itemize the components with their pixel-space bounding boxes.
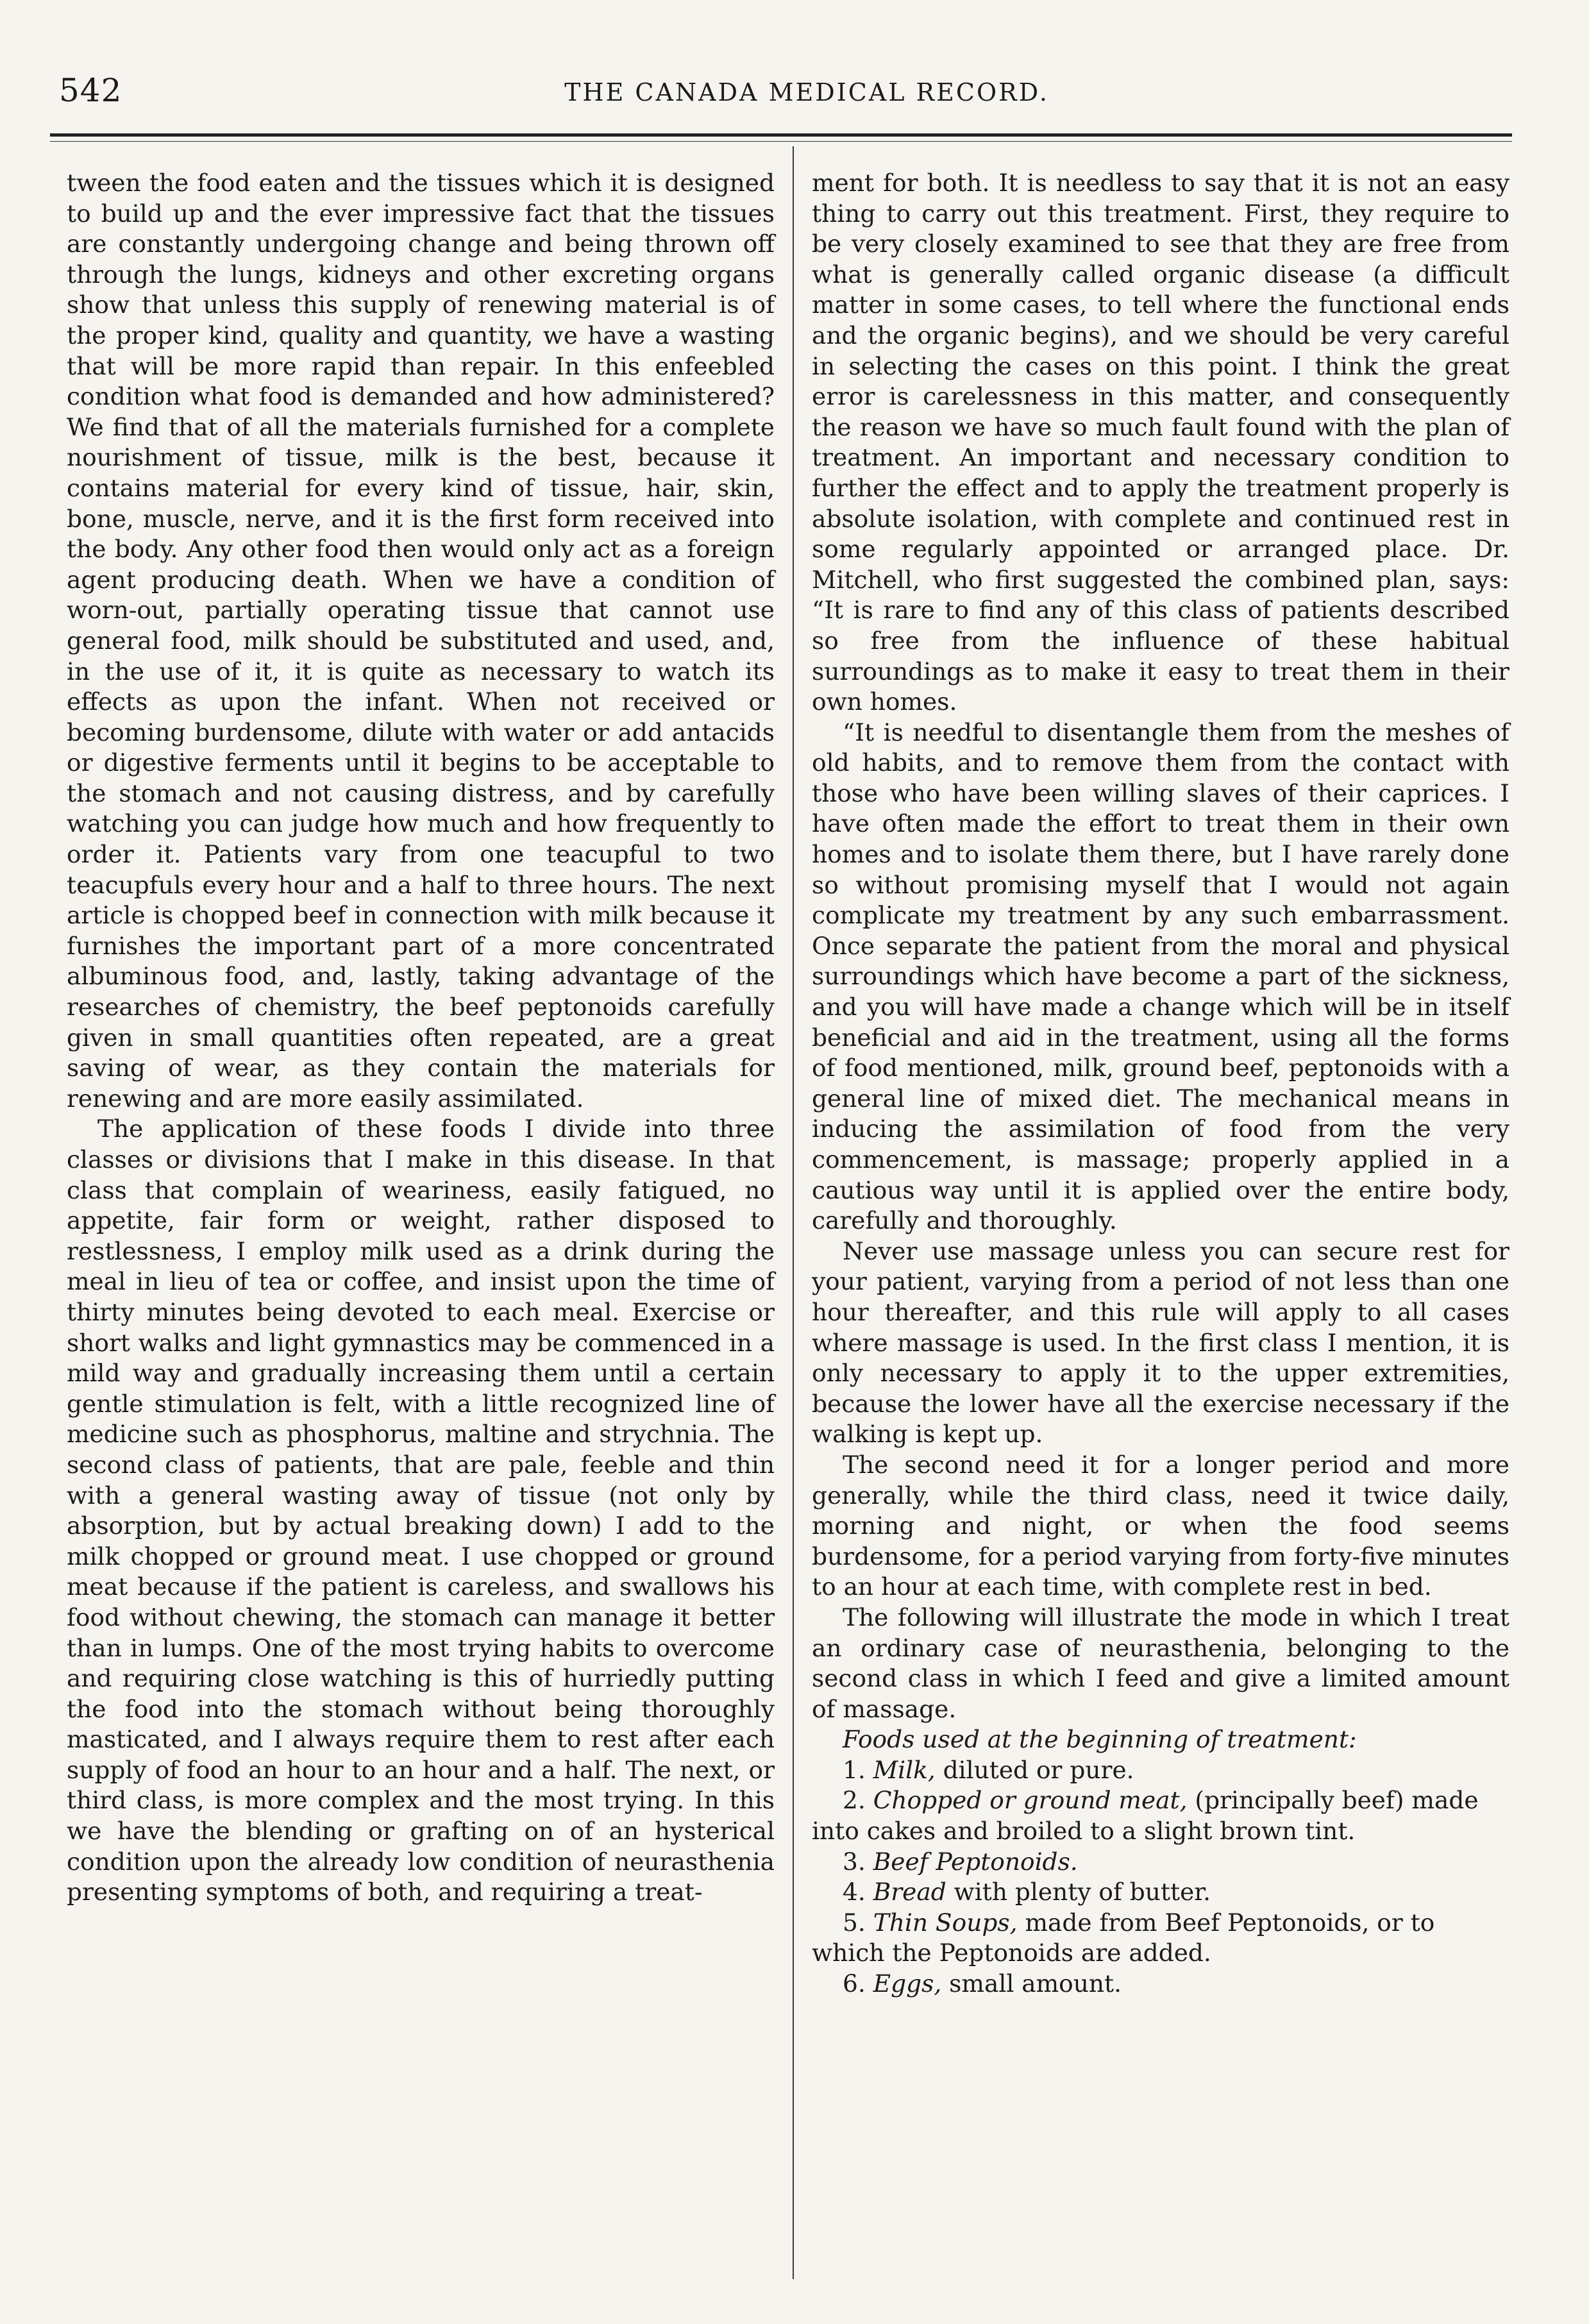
page-number: 542	[59, 72, 122, 109]
left-paragraph-1: tween the food eaten and the tissues which it is designed to build up and the ever impressive fact that the tissues are constantly undergoing change and being thrown off through the lungs, kidneys and other excreting organs show that unless this supply of renewing material is of the proper kind, quality and quantity, we have a wasting that will be more rapid than repair. In this enfeebled condition what food is demanded and how administered? We find that of all the materials furnished for a complete nourishment of tissue, milk is the best, because it contains material for every kind of tissue, hair, skin, bone, muscle, nerve, and it is the first form received into the body. Any other food then would only act as a foreign agent producing death. When we have a condition of worn-out, partially operating tissue that cannot use general food, milk should be substituted and used, and, in the use of it, it is quite as necessary to watch its effects as upon the infant. When not received or becoming burdensome, dilute with water or add antacids or digestive ferments until it begins to be acceptable to the stomach and not causing distress, and by carefully watching you can judge how much and how frequently to order it. Patients vary from one teacupful to two teacupfuls every hour and a half to three hours. The next article is chopped beef in connection with milk because it furnishes the important part of a more concentrated albuminous food, and, lastly, taking advantage of the researches of chemistry, the beef peptonoids carefully given in small quantities often repeated, are a great saving of wear, as they contain the materials for renewing and are more easily assimilated.	[67, 169, 775, 1113]
left-column	[67, 168, 775, 1908]
right-paragraph-5: The following will illustrate the mode in which I treat an ordinary case of neurasthenia, belonging to the second class in which I feed and give a limited amount of massage.	[812, 1603, 1509, 1723]
food-item-6	[812, 1969, 1509, 2000]
food-item-name: Bread	[873, 1878, 946, 1907]
food-item-5	[812, 1908, 1509, 1969]
page-header	[50, 69, 1512, 121]
food-item-text: (principally beef) made into cakes and broiled to a slight brown tint.	[812, 1786, 1479, 1846]
food-item-number: 4.	[843, 1878, 866, 1907]
food-item-text: with plenty of butter.	[946, 1878, 1211, 1907]
right-column	[812, 168, 1509, 2000]
food-item-name: Chopped or ground meat,	[873, 1786, 1188, 1815]
food-item-name: Milk,	[873, 1755, 936, 1784]
food-item-number: 1.	[843, 1755, 866, 1784]
foods-list	[812, 1755, 1509, 2000]
food-item-name: Beef Peptonoids.	[873, 1847, 1078, 1876]
food-item-1	[812, 1755, 1509, 1786]
food-item-3	[812, 1847, 1509, 1878]
left-paragraph-2: The application of these foods I divide into three classes or divisions that I make in this disease. In that class that complain of weariness, easily fatigued, no appetite, fair form or weight, rather disposed to restlessness, I employ milk used as a drink during the meal in lieu of tea or coffee, and insist upon the time of thirty minutes being devoted to each meal. Exercise or short walks and light gymnastics may be commenced in a mild way and gradually increasing them until a certain gentle stimulation is felt, with a little recognized line of medicine such as phosphorus, maltine and strychnia. The second class of patients, that are pale, feeble and thin with a general wasting away of tissue (not only by absorption, but by actual breaking down) I add to the milk chopped or ground meat. I use chopped or ground meat because if the patient is careless, and swallows his food without chewing, the stomach can manage it better than in lumps. One of the most trying habits to overcome and requiring close watching is this of hurriedly putting the food into the stomach without being thoroughly masticated, and I always require them to rest after each supply of food an hour to an hour and a half. The next, or third class, is more complex and the most trying. In this we have the blending or grafting on of an hysterical condition upon the already low condition of neurasthenia presenting symptoms of both, and requiring a treat-	[67, 1115, 775, 1907]
food-item-name: Eggs,	[873, 1969, 942, 1998]
food-item-text: small amount.	[941, 1969, 1122, 1998]
column-divider	[793, 146, 794, 2279]
header-rule-thin	[50, 141, 1512, 142]
foods-heading: Foods used at the beginning of treatment:	[843, 1725, 1357, 1754]
food-item-2	[812, 1785, 1509, 1846]
food-item-4	[812, 1877, 1509, 1908]
food-item-number: 3.	[843, 1847, 866, 1876]
food-item-text: made from Beef Peptonoids, or to which the Peptonoids are added.	[812, 1908, 1435, 1967]
food-item-text: diluted or pure.	[935, 1755, 1134, 1784]
header-rule-thick	[50, 133, 1512, 137]
food-item-number: 6.	[843, 1969, 866, 1998]
journal-title: THE CANADA MEDICAL RECORD.	[564, 78, 1049, 106]
right-paragraph-1: ment for both. It is needless to say that it is not an easy thing to carry out this treatment. First, they require to be very closely examined to see that they are free from what is generally called organic disease (a difficult matter in some cases, to tell where the functional ends and the organic begins), and we should be very careful in selecting the cases on this point. I think the great error is carelessness in this matter, and consequently the reason we have so much fault found with the plan of treatment. An important and necessary condition to further the effect and to apply the treatment properly is absolute isolation, with complete and continued rest in some regularly appointed or arranged place. Dr. Mitchell, who first suggested the combined plan, says: “It is rare to find any of this class of patients described so free from the influence of these habitual surroundings as to make it easy to treat them in their own homes.	[812, 169, 1509, 716]
food-item-number: 5.	[843, 1908, 866, 1937]
right-paragraph-2: “It is needful to disentangle them from the meshes of old habits, and to remove them from the contact with those who have been willing slaves of their caprices. I have often made the effort to treat them in their own homes and to isolate them there, but I have rarely done so without promising myself that I would not again complicate my treatment by any such embarrassment. Once separate the patient from the moral and physical surroundings which have become a part of the sickness, and you will have made a change which will be in itself beneficial and aid in the treatment, using all the forms of food mentioned, milk, ground beef, peptonoids with a general line of mixed diet. The mechanical means in inducing the assimilation of food from the very commencement, is massage; properly applied in a cautious way until it is applied over the entire body, carefully and thoroughly.	[812, 718, 1509, 1235]
right-paragraph-3: Never use massage unless you can secure rest for your patient, varying from a period of not less than one hour thereafter, and this rule will apply to all cases where massage is used. In the first class I mention, it is only necessary to apply it to the upper extremities, because the lower have all the exercise necessary if the walking is kept up.	[812, 1236, 1509, 1449]
food-item-name: Thin Soups,	[873, 1908, 1018, 1937]
right-paragraph-4: The second need it for a longer period and more generally, while the third class, need it twice daily, morning and night, or when the food seems burdensome, for a period varying from forty-five minutes to an hour at each time, with complete rest in bed.	[812, 1450, 1509, 1601]
food-item-number: 2.	[843, 1786, 866, 1815]
